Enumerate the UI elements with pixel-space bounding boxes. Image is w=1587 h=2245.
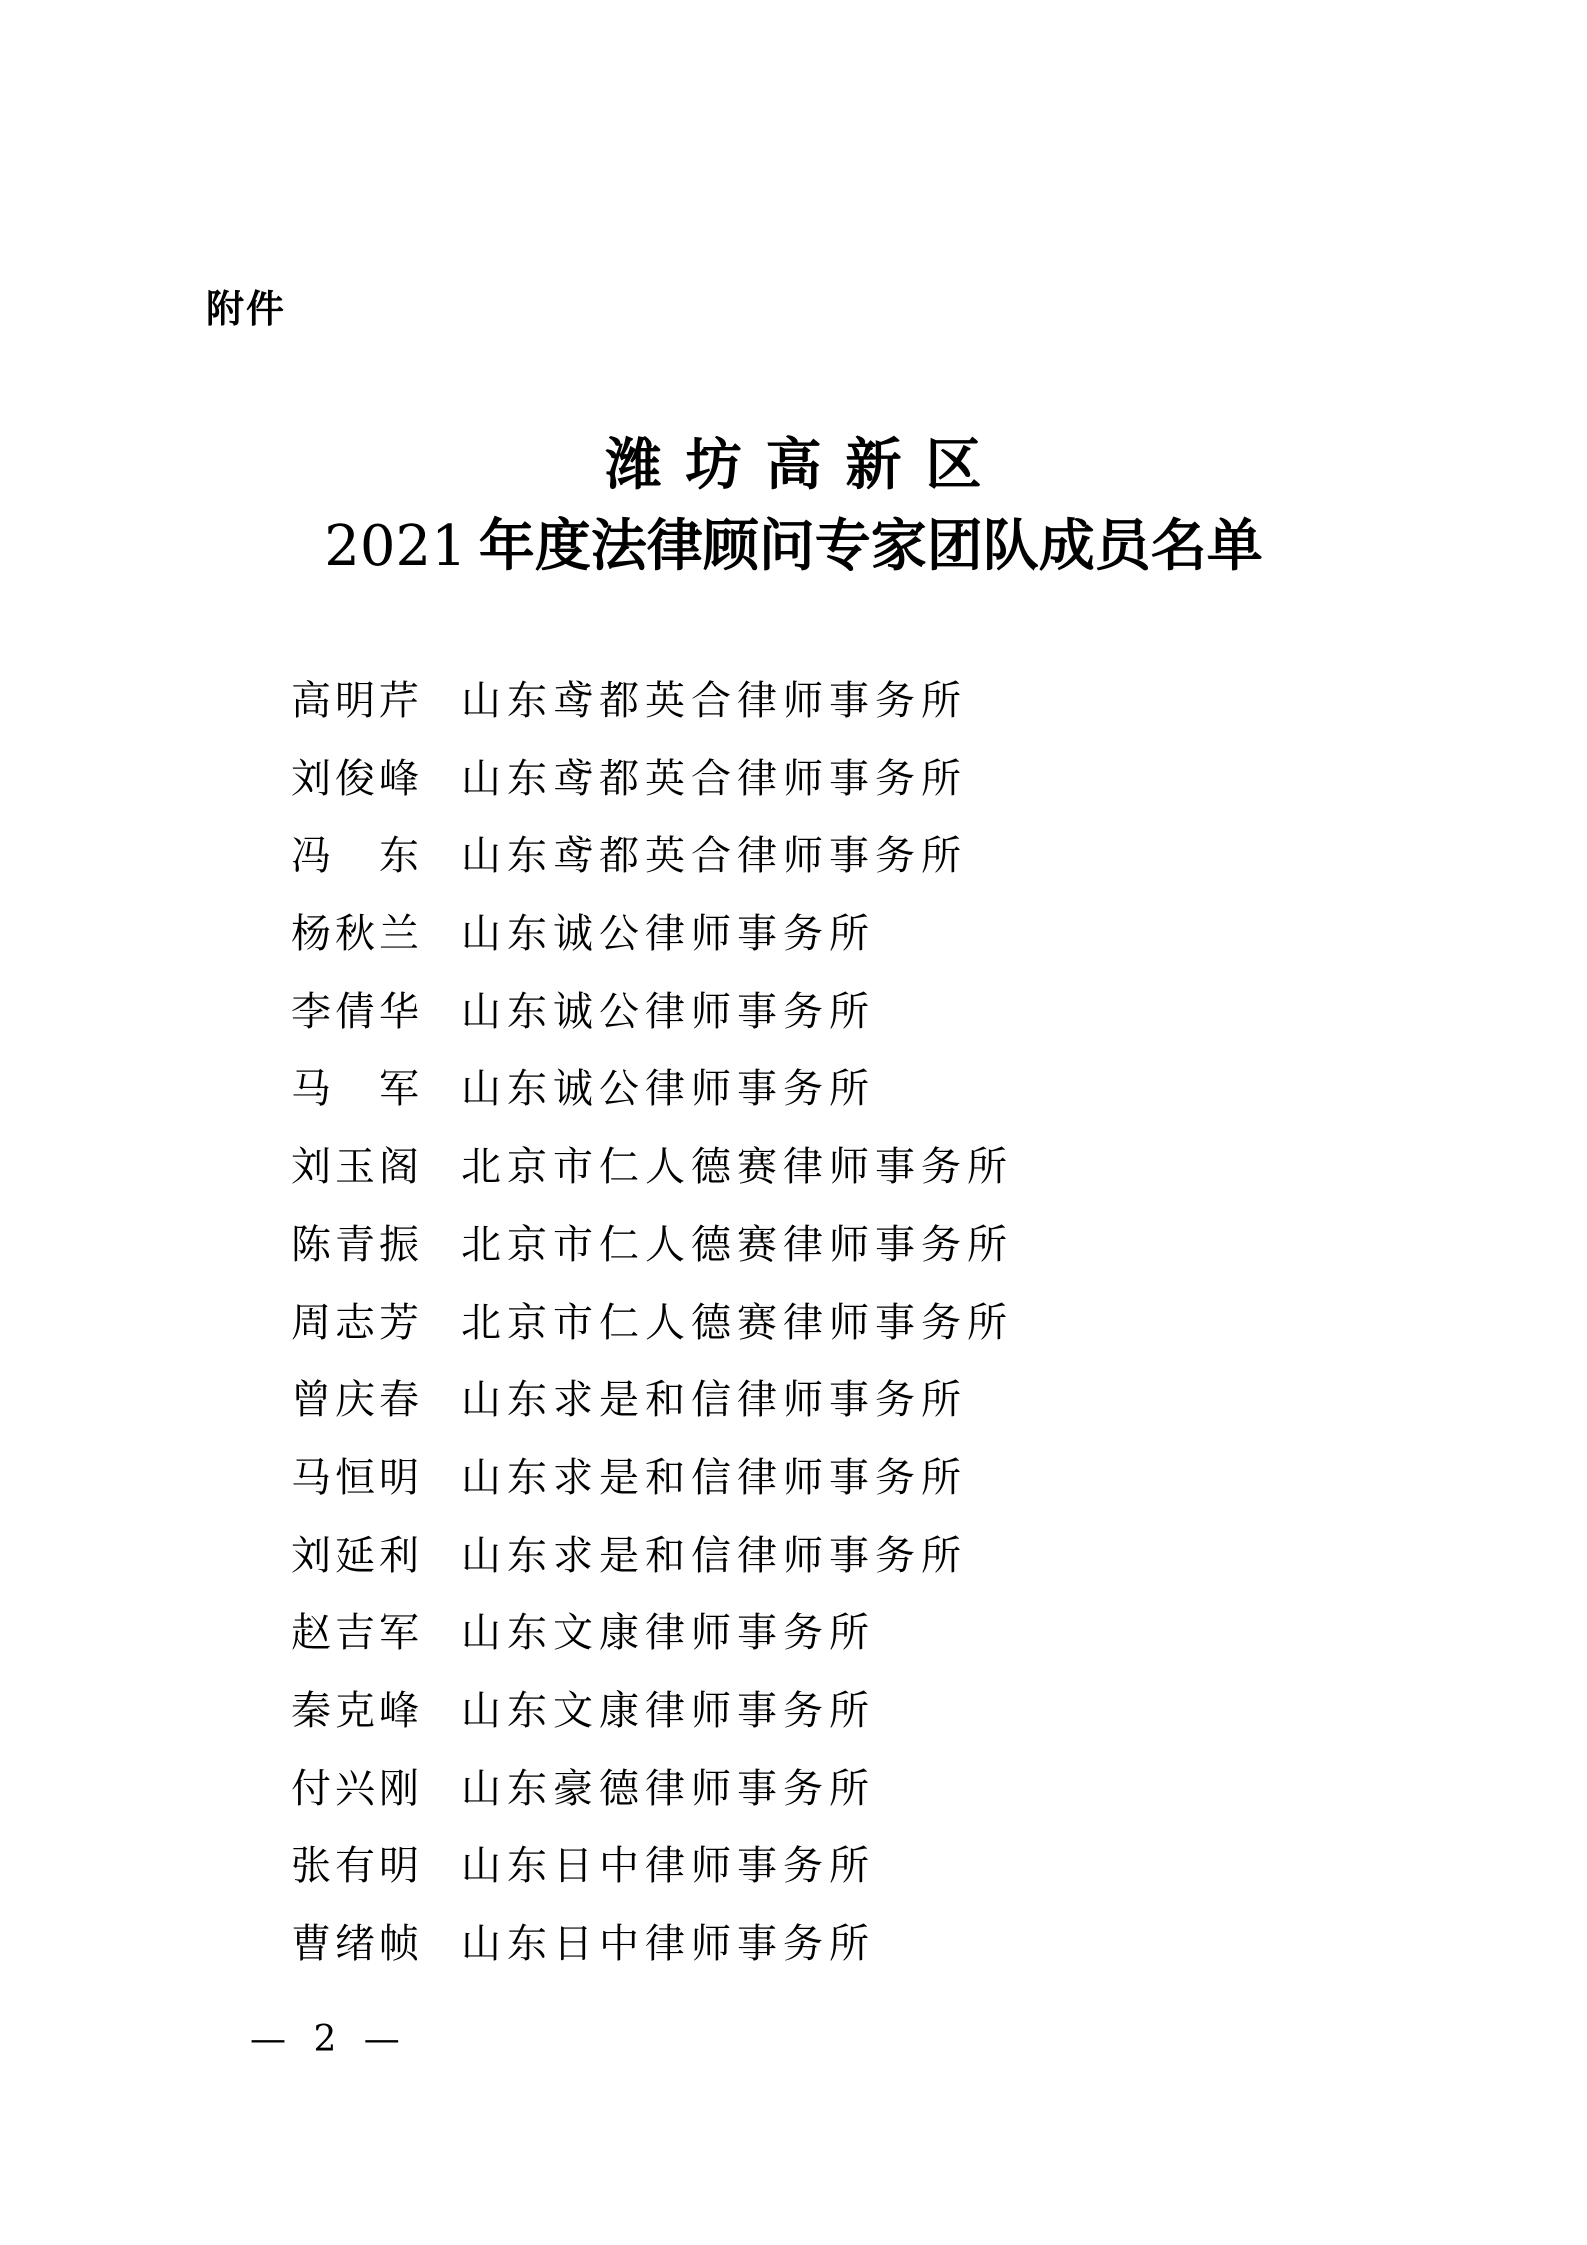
member-law-firm: 山东文康律师事务所 xyxy=(461,1687,875,1734)
document-title-text: 年度法律顾问专家团队成员名单 xyxy=(478,513,1263,579)
member-name: 付兴刚 xyxy=(291,1765,423,1812)
member-law-firm: 山东鸢都英合律师事务所 xyxy=(461,678,967,724)
member-law-firm: 山东豪德律师事务所 xyxy=(461,1765,875,1812)
member-name: 曾庆春 xyxy=(291,1377,423,1424)
member-name: 刘俊峰 xyxy=(291,755,423,802)
member-row xyxy=(291,1841,1013,1919)
document-title-year: 2021 xyxy=(324,514,467,579)
member-name: 秦克峰 xyxy=(291,1687,423,1734)
member-name: 李倩华 xyxy=(291,988,423,1035)
member-law-firm: 山东诚公律师事务所 xyxy=(461,1066,875,1113)
member-name: 杨秋兰 xyxy=(291,911,423,958)
member-row xyxy=(291,676,1013,754)
document-title-line2 xyxy=(0,513,1587,579)
member-row xyxy=(291,1064,1013,1142)
member-law-firm: 山东日中律师事务所 xyxy=(461,1843,875,1890)
member-name: 刘延利 xyxy=(291,1532,423,1579)
member-row xyxy=(291,831,1013,909)
member-row xyxy=(291,1220,1013,1298)
member-name: 赵吉军 xyxy=(291,1610,423,1657)
member-row xyxy=(291,1142,1013,1220)
member-row xyxy=(291,1453,1013,1531)
member-row xyxy=(291,1686,1013,1764)
attachment-label: 附件 xyxy=(206,287,287,331)
member-row xyxy=(291,1298,1013,1376)
member-name: 张有明 xyxy=(291,1843,423,1890)
member-row xyxy=(291,1531,1013,1609)
member-law-firm: 山东诚公律师事务所 xyxy=(461,988,875,1035)
member-law-firm: 山东鸢都英合律师事务所 xyxy=(461,833,967,880)
member-name: 马 军 xyxy=(291,1066,423,1113)
member-row xyxy=(291,909,1013,987)
member-law-firm: 山东诚公律师事务所 xyxy=(461,911,875,958)
member-row xyxy=(291,1375,1013,1453)
member-name: 高明芹 xyxy=(291,678,423,724)
member-row xyxy=(291,754,1013,832)
document-title-line1: 潍坊高新区 xyxy=(605,432,1006,498)
member-law-firm: 山东日中律师事务所 xyxy=(461,1921,875,1967)
member-law-firm: 北京市仁人德赛律师事务所 xyxy=(461,1299,1013,1346)
member-law-firm: 北京市仁人德赛律师事务所 xyxy=(461,1144,1013,1191)
member-name: 刘玉阁 xyxy=(291,1144,423,1191)
member-row xyxy=(291,1764,1013,1842)
member-law-firm: 山东文康律师事务所 xyxy=(461,1610,875,1657)
member-name: 冯 东 xyxy=(291,833,423,880)
member-law-firm: 山东鸢都英合律师事务所 xyxy=(461,755,967,802)
member-name: 周志芳 xyxy=(291,1299,423,1346)
member-law-firm: 山东求是和信律师事务所 xyxy=(461,1377,967,1424)
member-list xyxy=(291,676,1013,1997)
member-name: 曹绪帧 xyxy=(291,1921,423,1967)
member-name: 陈青振 xyxy=(291,1221,423,1268)
member-law-firm: 山东求是和信律师事务所 xyxy=(461,1454,967,1501)
member-row xyxy=(291,1919,1013,1997)
page-number: — 2 — xyxy=(250,2019,408,2060)
member-law-firm: 北京市仁人德赛律师事务所 xyxy=(461,1221,1013,1268)
member-row xyxy=(291,1608,1013,1686)
member-law-firm: 山东求是和信律师事务所 xyxy=(461,1532,967,1579)
member-name: 马恒明 xyxy=(291,1454,423,1501)
member-row xyxy=(291,987,1013,1065)
